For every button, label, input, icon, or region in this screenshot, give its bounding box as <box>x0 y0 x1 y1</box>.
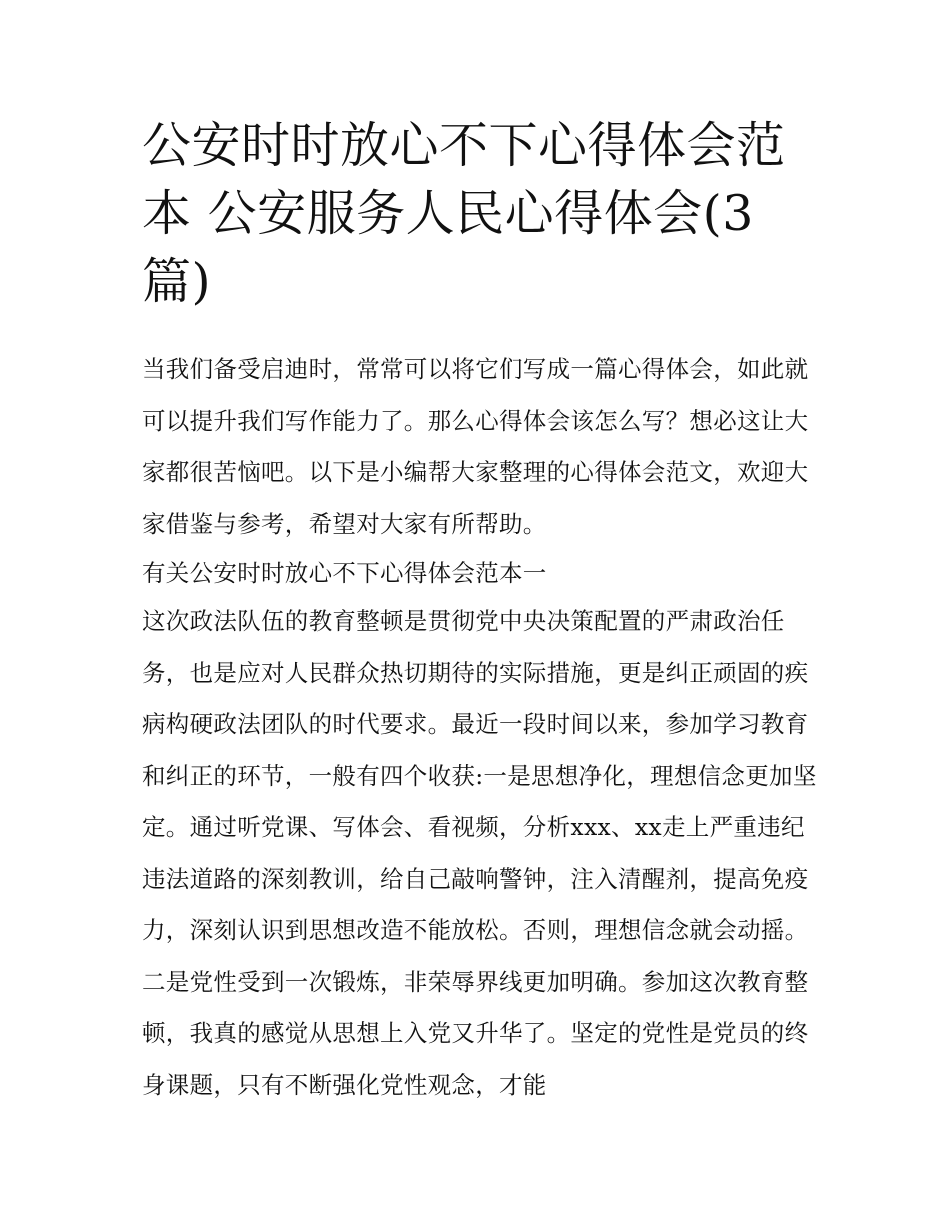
intro-paragraph: 当我们备受启迪时，常常可以将它们写成一篇心得体会，如此就可以提升我们写作能力了。那么心得体会该怎么写？想必这让大家都很苦恼吧。以下是小编帮大家整理的心得体会范文，欢迎大家借鉴与参考，希望对大家有所帮助。 <box>142 355 809 538</box>
document-page <box>142 112 822 1111</box>
section-paragraph: 这次政法队伍的教育整顿是贯彻党中央决策配置的严肃政治任务，也是应对人民群众热切期待的实际措施，更是纠正顽固的疾病构硬政法团队的时代要求。最近一段时间以来，参加学习教育和纠正的环节，一般有四个收获:一是思想净化，理想信念更加坚定。通过听党课、写体会、看视频，分析xxx、xx走上严重违纪违法道路的深刻教训，给自己敲响警钟，注入清醒剂，提高免疫力，深刻认识到思想改造不能放松。否则，理想信念就会动摇。二是党性受到一次锻炼，非荣辱界线更加明确。参加这次教育整顿，我真的感觉从思想上入党又升华了。坚定的党性是党员的终身课题，只有不断强化党性观念，才能 <box>142 607 817 1099</box>
document-title: 公安时时放心不下心得体会范本 公安服务人民心得体会(3篇) <box>142 117 786 310</box>
section-heading: 有关公安时时放心不下心得体会范本一 <box>142 559 547 587</box>
document-body <box>142 344 822 1111</box>
